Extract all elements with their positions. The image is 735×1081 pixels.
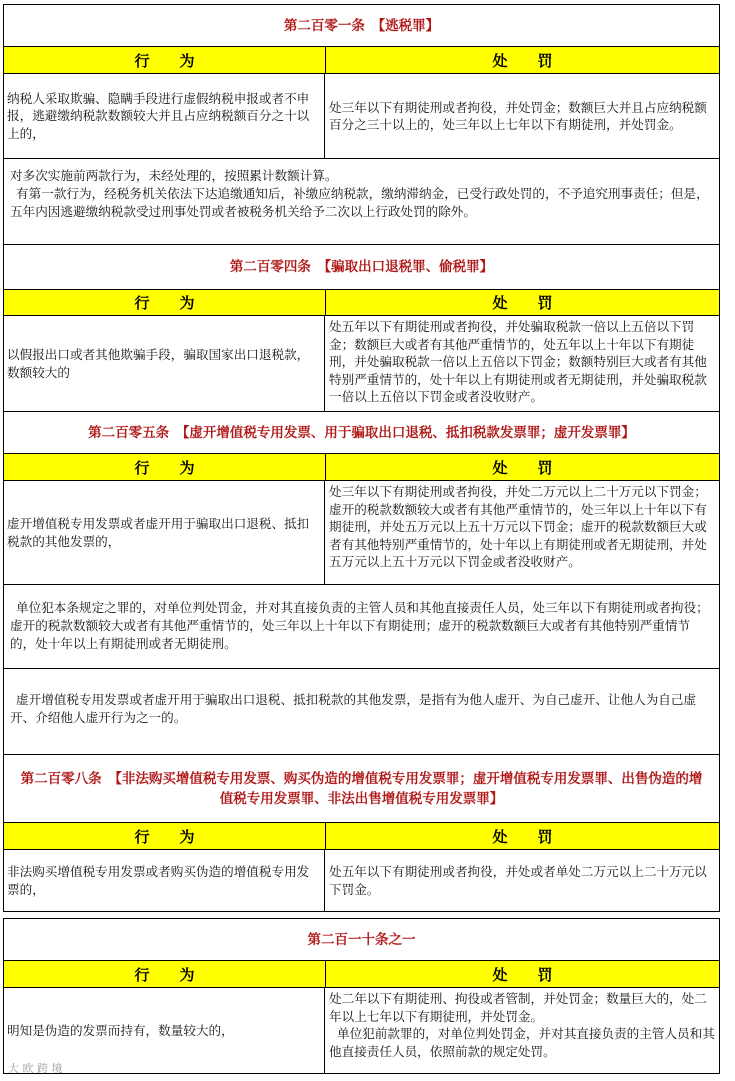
penalty-header: 处 罚 [492, 827, 553, 846]
penalty-header: 处 罚 [492, 51, 553, 70]
article-208-penalty: 处五年以下有期徒刑或者拘役，并处或者单处二万元以上二十万元以下罚金。 [329, 864, 707, 897]
article-210-1-title-text: 第二百一十条之一 [307, 931, 416, 948]
article-205-title-text: 第二百零五条 【虚开增值税专用发票、用于骗取出口退税、抵扣税款发票罪；虚开发票罪】 [88, 424, 635, 441]
article-201-note-1: 对多次实施前两款行为，未经处理的，按照累计数额计算。 [10, 168, 338, 183]
article-204-header-row [3, 289, 720, 315]
article-201-title-text: 第二百零一条 【逃税罪】 [283, 17, 440, 34]
article-205-note-1: 单位犯本条规定之罪的，对单位判处罚金，并对其直接负责的主管人员和其他直接责任人员，处三年以下有期徒刑或者拘役；虚开的税款数额较大或者有其他严重情节的，处三年以上十年以下有期徒刑；虚开的税款数额巨大或者有其他特别严重情节的，处十年以上有期徒刑或者无期徒刑。 [10, 600, 709, 651]
article-210-1-row [3, 987, 720, 1074]
article-201-row [3, 73, 720, 158]
article-210-1-title [3, 918, 720, 960]
article-205-note-2: 虚开增值税专用发票或者虚开用于骗取出口退税、抵扣税款的其他发票，是指有为他人虚开、为自己虚开、让他人为自己虚开、介绍他人虚开行为之一的。 [10, 692, 697, 725]
article-205-row [3, 480, 720, 584]
article-201-title [3, 4, 720, 46]
watermark: 大 欧 跨 境 [8, 1062, 63, 1075]
article-208-title-text: 第二百零八条 【非法购买增值税专用发票、购买伪造的增值税专用发票罪；虚开增值税专用发票罪、出售伪造的增值税专用发票罪、非法出售增值税专用发票罪】 [20, 770, 703, 807]
article-204-penalty: 处五年以下有期徒刑或者拘役，并处骗取税款一倍以上五倍以下罚金；数额巨大或者有其他严重情节的，处五年以上十年以下有期徒刑，并处骗取税款一倍以上五倍以下罚金；数额特别巨大或者有其他特别严重情节的，处十年以上有期徒刑或者无期徒刑，并处骗取税款一倍以上五倍以下罚金或者没收财产。 [329, 319, 707, 404]
article-201-notes [3, 158, 720, 244]
article-205-header-row [3, 453, 720, 480]
penalty-header: 处 罚 [492, 294, 553, 312]
article-204-behavior: 以假报出口或者其他欺骗手段，骗取国家出口退税款，数额较大的 [4, 316, 325, 411]
article-208-title [3, 754, 720, 822]
behavior-header: 行 为 [4, 290, 326, 315]
behavior-header: 行 为 [4, 961, 326, 987]
article-205-note-1-box [3, 584, 720, 668]
article-210-1-penalty-cell [325, 988, 719, 1073]
article-205-title [3, 411, 720, 453]
article-208-row [3, 849, 720, 912]
article-205-note-2-box [3, 668, 720, 754]
article-208-behavior: 非法购买增值税专用发票或者购买伪造的增值税专用发票的， [4, 850, 325, 911]
article-210-1-penalty-note: 单位犯前款罪的，对单位判处罚金，并对其直接负责的主管人员和其他直接责任人员，依照前款的规定处罚。 [329, 1026, 715, 1059]
article-204-title-text: 第二百零四条 【骗取出口退税罪、偷税罪】 [229, 259, 494, 275]
article-201-header-row [3, 46, 720, 73]
article-210-1-behavior: 明知是伪造的发票而持有，数量较大的， [4, 988, 325, 1073]
article-210-1-header-row [3, 960, 720, 987]
penalty-header: 处 罚 [492, 458, 553, 477]
article-201-penalty: 处三年以下有期徒刑或者拘役，并处罚金；数额巨大并且占应纳税额百分之三十以上的，处三年以上七年以下有期徒刑，并处罚金。 [329, 99, 707, 132]
behavior-header: 行 为 [4, 47, 326, 73]
article-210-1-penalty: 处二年以下有期徒刑、拘役或者管制，并处罚金；数量巨大的，处二年以上七年以下有期徒刑，并处罚金。 [329, 991, 707, 1024]
article-208-header-row [3, 822, 720, 849]
behavior-header: 行 为 [4, 454, 326, 480]
penalty-header: 处 罚 [492, 965, 553, 984]
behavior-header: 行 为 [4, 823, 326, 849]
article-205-penalty: 处三年以下有期徒刑或者拘役，并处二万元以上二十万元以下罚金；虚开的税款数额较大或者有其他严重情节的，处三年以上十年以下有期徒刑，并处五万元以上五十万元以下罚金；虚开的税款数额巨大或者有其他特别严重情节的，处十年以上有期徒刑或者无期徒刑，并处五万元以上五十万元以下罚金或者没收财产。 [329, 484, 707, 569]
article-204-title [3, 244, 720, 289]
article-205-behavior: 虚开增值税专用发票或者虚开用于骗取出口退税、抵扣税款的其他发票的， [4, 481, 325, 584]
article-201-note-2: 有第一款行为，经税务机关依法下达追缴通知后，补缴应纳税款，缴纳滞纳金，已受行政处罚的，不予追究刑事责任；但是，五年内因逃避缴纳税款受过刑事处罚或者被税务机关给予二次以上行政处罚的除外。 [10, 186, 709, 219]
article-204-row [3, 315, 720, 411]
article-201-behavior: 纳税人采取欺骗、隐瞒手段进行虚假纳税申报或者不申报，逃避缴纳税款数额较大并且占应纳税额百分之十以上的， [4, 74, 325, 158]
